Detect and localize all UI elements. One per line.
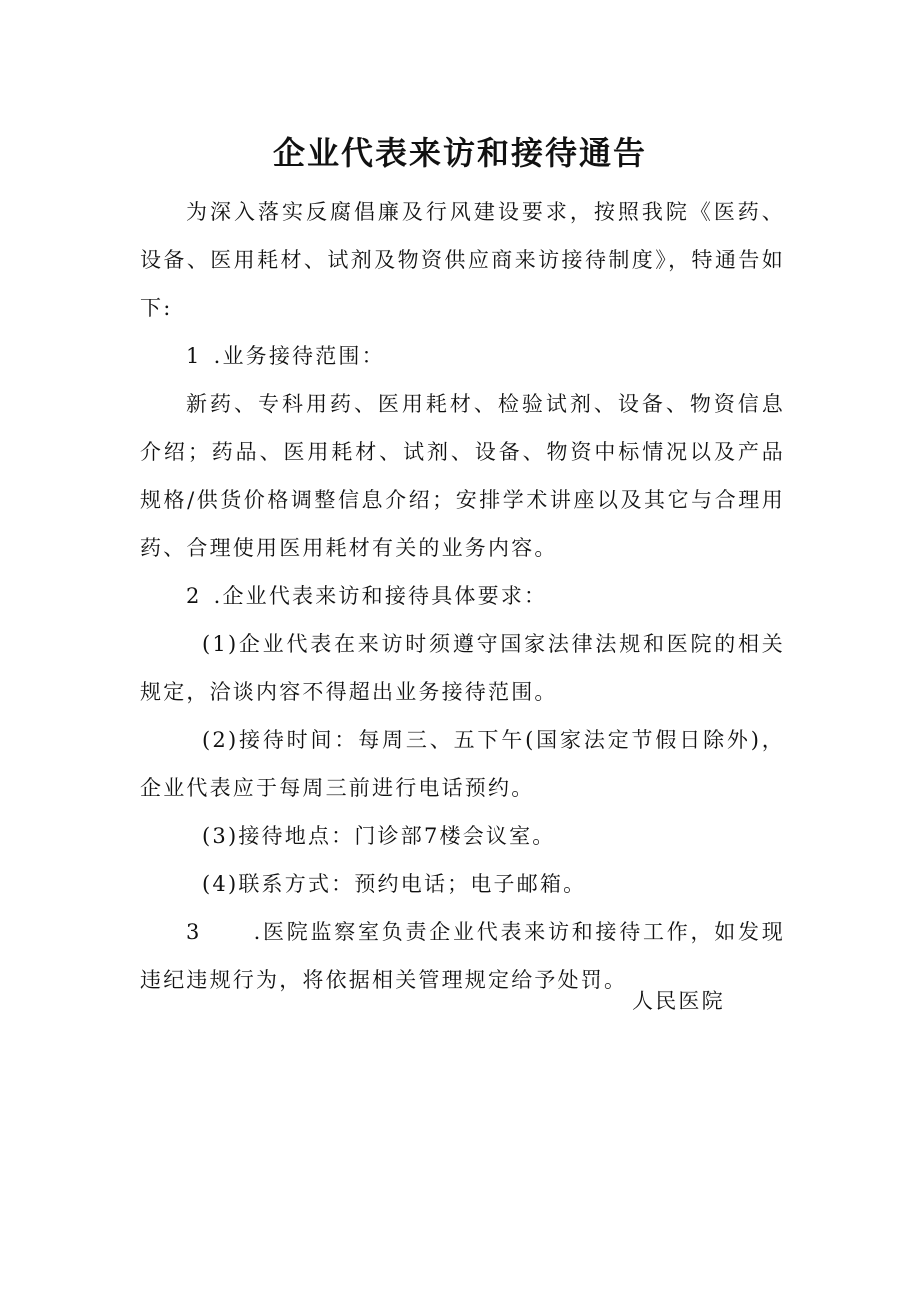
section-1-number: 1: [186, 344, 202, 368]
section-2-heading: [140, 572, 785, 620]
intro-paragraph: 为深入落实反腐倡廉及行风建设要求，按照我院《医药、设备、医用耗材、试剂及物资供应商来访接待制度》，特通告如下:: [140, 200, 785, 320]
signature: 人民医院: [632, 989, 725, 1013]
section-2-heading-text: .企业代表来访和接待具体要求：: [213, 584, 548, 608]
section-2-item-3: (3)接待地点：门诊部7楼会议室。: [202, 824, 556, 848]
section-3-text: .医院监察室负责企业代表来访和接待工作，如发现违纪违规行为，将依据相关管理规定给予处罚。: [140, 920, 785, 992]
section-2-item-1: (1)企业代表在来访时须遵守国家法律法规和医院的相关规定，洽谈内容不得超出业务接待范围。: [140, 632, 785, 704]
section-1-heading-text: .业务接待范围：: [213, 344, 385, 368]
document-title: 企业代表来访和接待通告: [272, 134, 647, 172]
section-2-item-4: (4)联系方式：预约电话；电子邮箱。: [202, 872, 587, 896]
section-3-number: 3: [186, 920, 202, 944]
section-1-heading: [140, 332, 785, 380]
section-2-number: 2: [186, 584, 202, 608]
section-1-content: 新药、专科用药、医用耗材、检验试剂、设备、物资信息介绍；药品、医用耗材、试剂、设备、物资中标情况以及产品规格/供货价格调整信息介绍；安排学术讲座以及其它与合理用药、合理使用医用耗材有关的业务内容。: [140, 392, 785, 560]
section-2-item-2: (2)接待时间：每周三、五下午(国家法定节假日除外)，企业代表应于每周三前进行电话预约。: [140, 728, 785, 800]
document-body: [140, 188, 785, 1004]
